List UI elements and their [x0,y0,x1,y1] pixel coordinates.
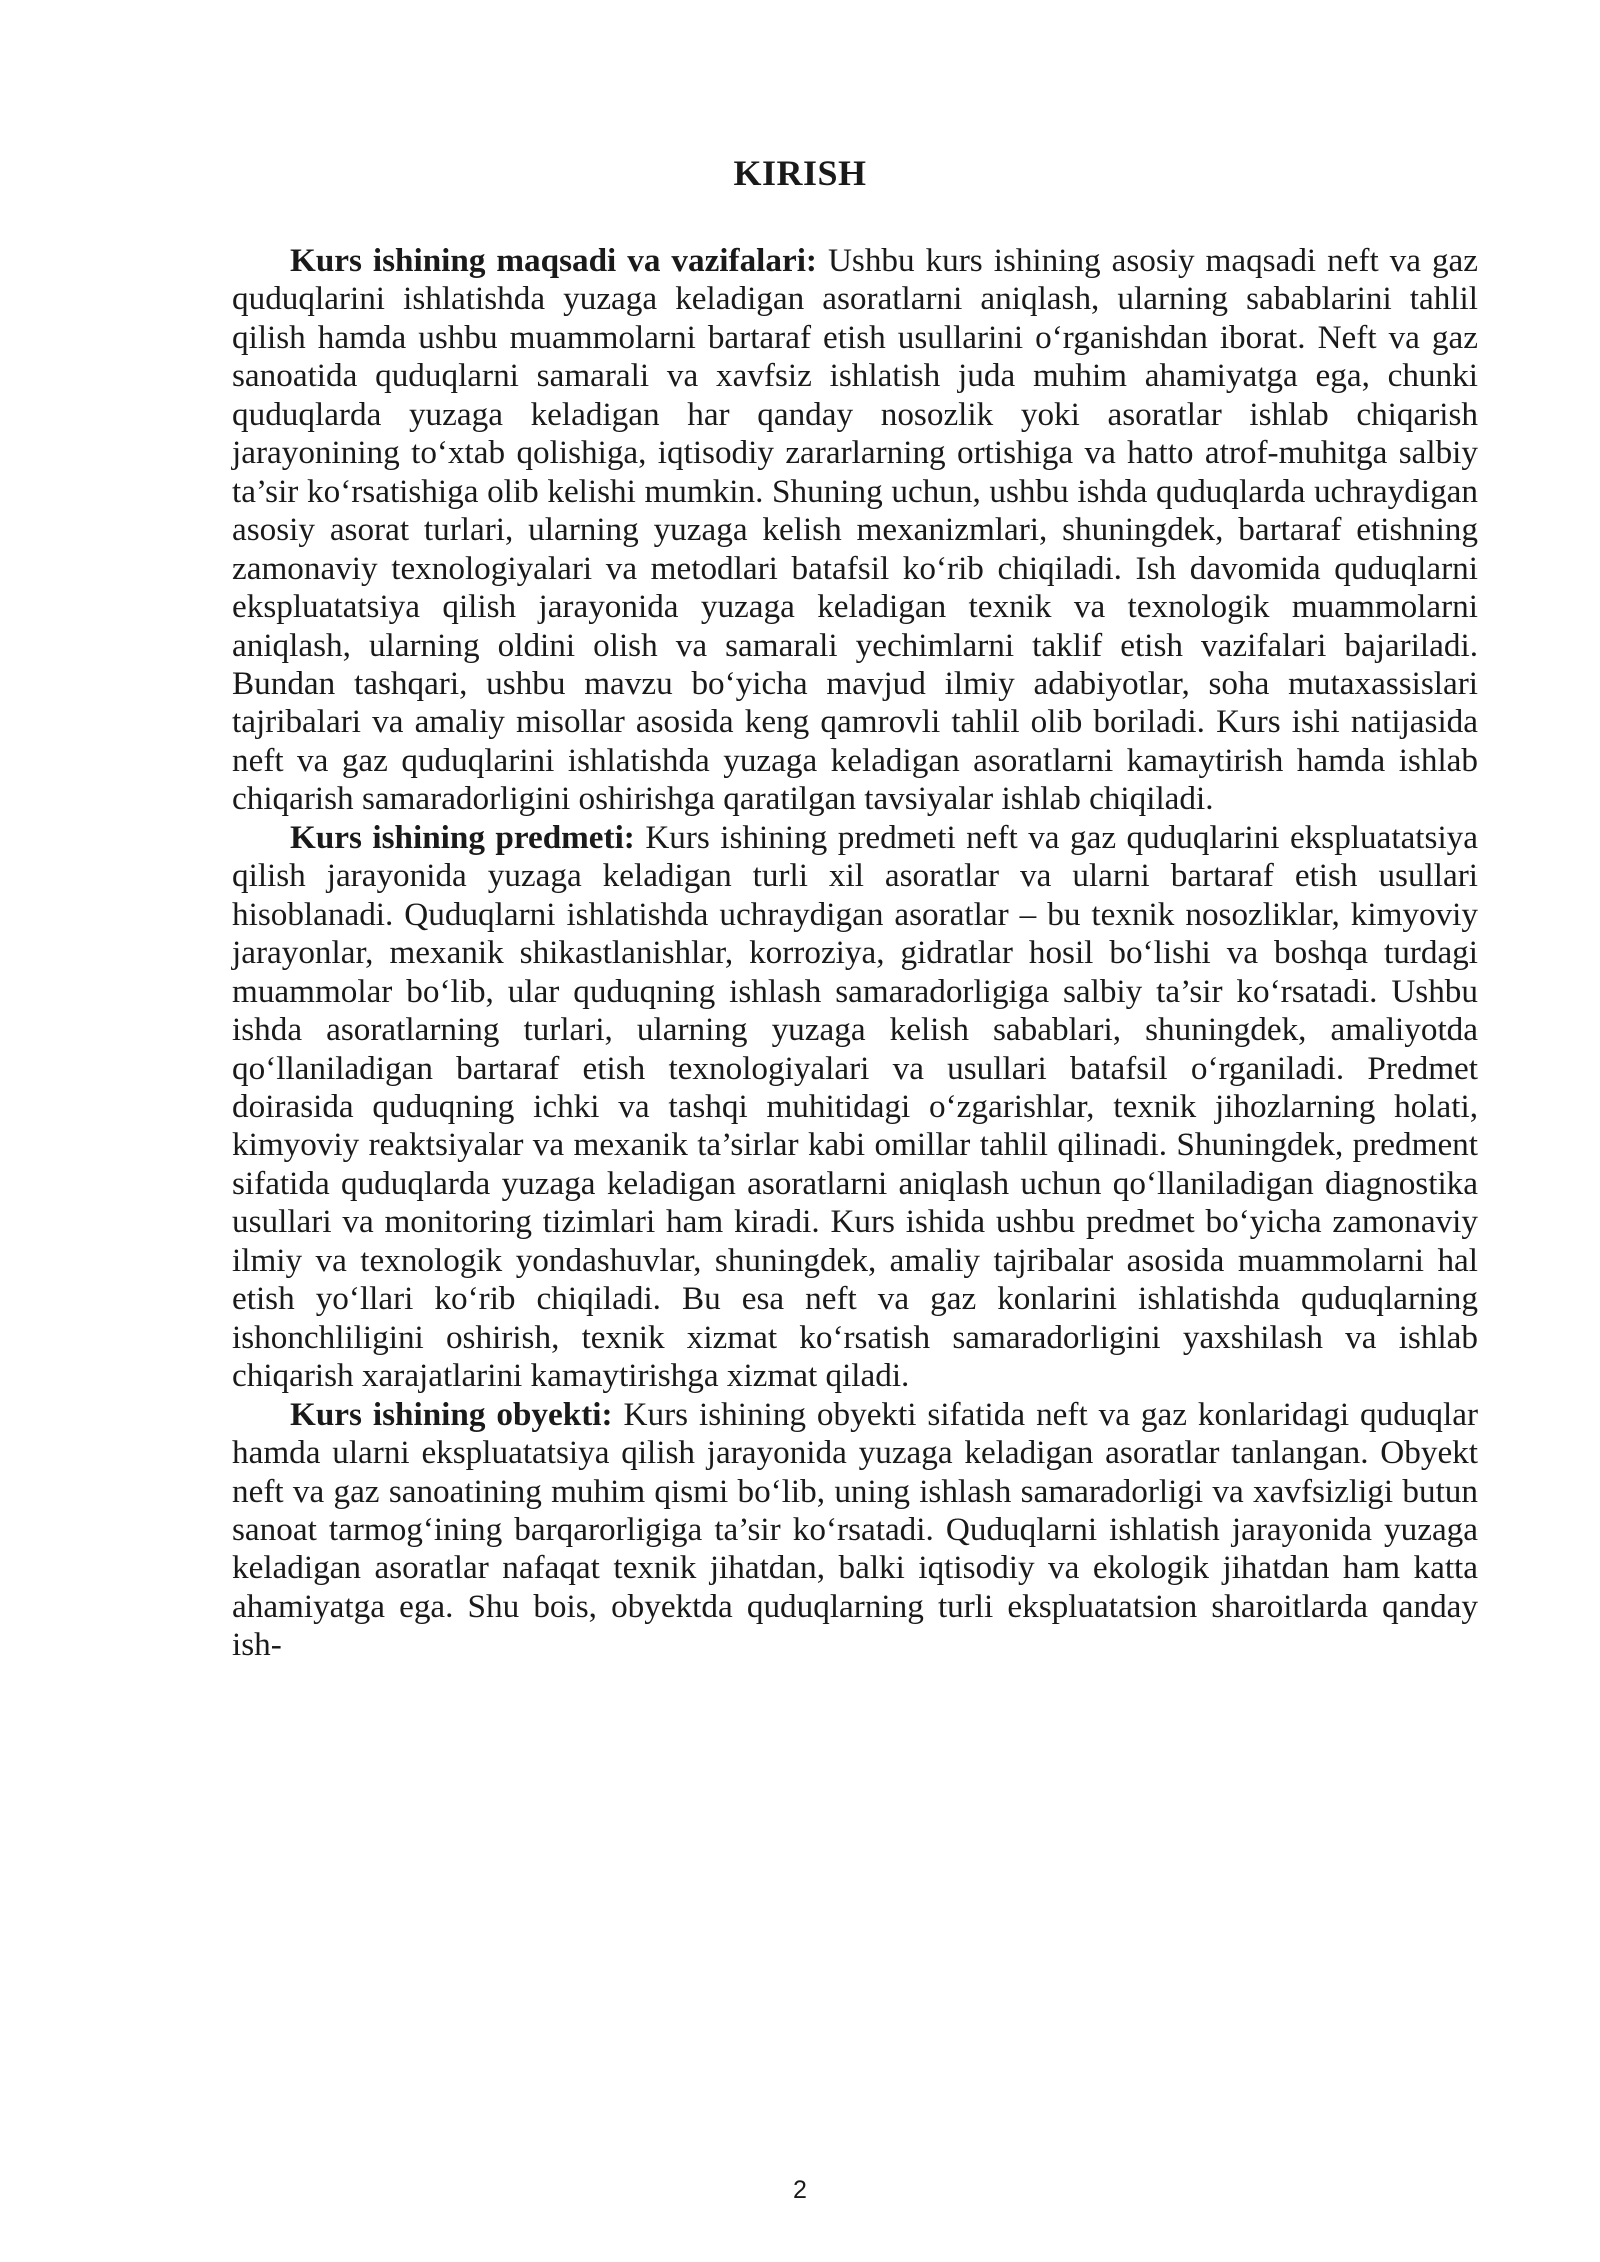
paragraph-lead: Kurs ishining maqsadi va vazifalari: [290,242,817,279]
page-title: KIRISH [733,153,867,193]
paragraph-text: Kurs ishining predmeti neft va gaz quduqlarini ekspluatatsiya qilish jarayonida yuzaga keladigan turli xil asoratlar va ularni bartaraf etish usullari hisoblanadi. Quduqlarni ishlatishda uchraydigan asoratlar – bu texnik nosozliklar, kimyoviy jarayonlar, mexanik shikastlanishlar, korroziya, gidratlar hosil bo‘lishi va boshqa turdagi muammolar bo‘lib, ular quduqning ishlash samaradorligiga salbiy ta’sir ko‘rsatadi. Ushbu ishda asoratlarning turlari, ularning yuzaga kelish sabablari, shuningdek, amaliyotda qo‘llaniladigan bartaraf etish texnologiyalari va usullari batafsil o‘rganiladi. Predmet doirasida quduqning ichki va tashqi muhitidagi o‘zgarishlar, texnik jihozlarning holati, kimyoviy reaktsiyalar va mexanik ta’sirlar kabi omillar tahlil qilinadi. Shuningdek, predment sifatida quduqlarda yuzaga keladigan asoratlarni aniqlash uchun qo‘llaniladigan diagnostika usullari va monitoring tizimlari ham kiradi. Kurs ishida ushbu predmet bo‘yicha zamonaviy ilmiy va texnologik yondashuvlar, shuningdek, amaliy tajribalar asosida muammolarni hal etish yo‘llari ko‘rib chiqiladi. Bu esa neft va gaz konlarini ishlatishda quduqlarning ishonchliligini oshirish, texnik xizmat ko‘rsatish samaradorligini yaxshilash va ishlab chiqarish xarajatlarini kamaytirishga xizmat qiladi. [232,818,1478,1395]
paragraph-text: Kurs ishining obyekti sifatida neft va gaz konlaridagi quduqlar hamda ularni ekspluatatsiya qilish jarayonida yuzaga keladigan asoratlar tanlangan. Obyekt neft va gaz sanoatining muhim qismi bo‘lib, uning ishlash samaradorligi va xavfsizligi butun sanoat tarmog‘ining barqarorligiga ta’sir ko‘rsatadi. Quduqlarni ishlatish jarayonida yuzaga keladigan asoratlar nafaqat texnik jihatdan, balki iqtisodiy va ekologik jihatdan ham katta ahamiyatga ega. Shu bois, obyektda quduqlarning turli ekspluatatsion sharoitlarda qanday ish- [232,1395,1478,1664]
paragraph-text: Ushbu kurs ishining asosiy maqsadi neft va gaz quduqlarini ishlatishda yuzaga keladigan asoratlarni aniqlash, ularning sabablarini tahlil qilish hamda ushbu muammolarni bartaraf etish usullarini o‘rganishdan iborat. Neft va gaz sanoatida quduqlarni samarali va xavfsiz ishlatish juda muhim ahamiyatga ega, chunki quduqlarda yuzaga keladigan har qanday nosozlik yoki asoratlar ishlab chiqarish jarayonining to‘xtab qolishiga, iqtisodiy zararlarning ortishiga va hatto atrof-muhitga salbiy ta’sir ko‘rsatishiga olib kelishi mumkin. Shuning uchun, ushbu ishda quduqlarda uchraydigan asosiy asorat turlari, ularning yuzaga kelish mexanizmlari, shuningdek, bartaraf etishning zamonaviy texnologiyalari va metodlari batafsil ko‘rib chiqiladi. Ish davomida quduqlarni ekspluatatsiya qilish jarayonida yuzaga keladigan texnik va texnologik muammolarni aniqlash, ularning oldini olish va samarali yechimlarni taklif etish vazifalari bajariladi. Bundan tashqari, ushbu mavzu bo‘yicha mavjud ilmiy adabiyotlar, soha mutaxassislari tajribalari va amaliy misollar asosida keng qamrovli tahlil olib boriladi. Kurs ishi natijasida neft va gaz quduqlarini ishlatishda yuzaga keladigan asoratlarni kamaytirish hamda ishlab chiqarish samaradorligini oshirishga qaratilgan tavsiyalar ishlab chiqiladi. [232,242,1478,818]
paragraph-purpose [232,242,1478,819]
paragraph-object [232,1396,1478,1665]
body-text [232,242,1478,1665]
paragraph-lead: Kurs ishining obyekti: [290,1395,613,1433]
paragraph-lead: Kurs ishining predmeti: [290,818,635,856]
paragraph-subject [232,819,1478,1396]
page-number: 2 [793,2176,807,2204]
